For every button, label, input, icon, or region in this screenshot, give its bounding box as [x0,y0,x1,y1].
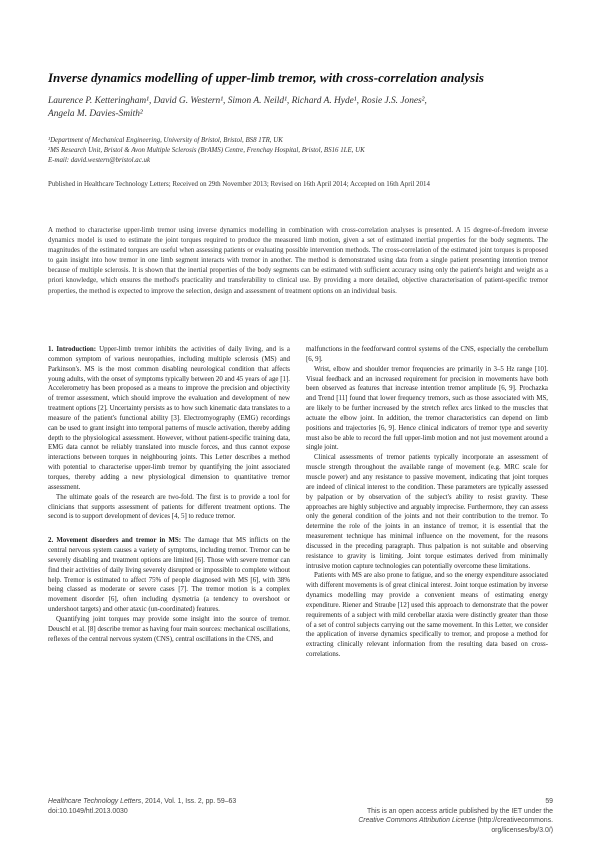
authors-line-2: Angela M. Davies-Smith² [48,109,143,119]
affiliation-2: ²MS Research Unit, Bristol & Avon Multiple Sclerosis (BrAMS) Centre, Frenchay Hospital, Bristol, BS16 1LE, UK [48,147,365,154]
page-number: 59 [545,798,553,805]
energy-expenditure-paragraph: Patients with MS are also prone to fatigue, and so the energy expenditure associated with different movements is of great clinical interest. Joint torque estimation by inverse dynamics modelling may provide a convenient means of estimating energy expenditure. Riener and Straube [12] used this approach to demonstrate that the power requirements of a subject with mild cerebellar ataxia were distinctly greater than those of a set of control subjects carrying out the same movement. In this Letter, we consider the application of inverse dynamics specifically to tremor, and propose a method for extracting clinically relevant information from the resulting data based on cross-correlations. [306,572,548,659]
license-name: Creative Commons Attribution License [358,817,476,824]
license-url-part-2[interactable]: org/licenses/by/3.0/) [491,826,553,834]
journal-name: Healthcare Technology Letters [48,798,142,805]
movement-disorders-text: The damage that MS inflicts on the central nervous system causes a variety of symptoms, including tremor. Tremor can be severely disabling and treatment options are limited [6]. Those with severe tremor can find their activities of daily living severely disrupted or impossible to complete without help. Tremor is estimated to affect 75% of people diagnosed with MS [6], with 38% being classed as moderate or severe cases [7]. The tremor motion is a complex movement disorder [6], often including dysmetria (a tendency to overshoot or undershoot targets) and other ataxic (un-coordinated) features. [48,537,290,614]
section-heading-movement-disorders: 2. Movement disorders and tremor in MS: [48,537,182,545]
affiliations [48,136,558,166]
movement-disorders-paragraph [48,536,290,615]
open-access-note: This is an open access article published by the IET under the [366,807,553,815]
doi-link[interactable]: doi:10.1049/htl.2013.0030 [48,807,128,815]
intro-paragraph-2: The ultimate goals of the research are two-fold. The first is to provide a tool for clinicians that supports assessment of patients for different treatment options. The second is to support development of devices [4, 5] to reduce tremor. [48,493,290,521]
section-heading-introduction: 1. Introduction: [48,346,97,353]
clinical-assessment-paragraph: Clinical assessments of tremor patients typically incorporate an assessment of muscle strength throughout the available range of movement (e.g. MRC scale for muscle power) and any resistance to passive movement, indicating that joint torques are indeed of clinical interest to the condition. These parameters are typically assessed by palpation or by observation of the subject's ability to resist gravity. These approaches are highly subjective and arguably imprecise. Furthermore, they can assess only the general condition of the joints and not their contribution to the tremor. To determine the role of the joints in an instance of tremor, it is essential that the measurement technique has minimal influence on the movement, for the reasons discussed in the preceding paragraph. Thus palpation is not suitable and observing resistance to gravity is limiting. Joint torque estimates derived from minimally intrusive motion capture technologies can potentially overcome these limitations. [306,454,548,570]
right-column [306,345,548,660]
affiliation-1: ¹Department of Mechanical Engineering, University of Bristol, Bristol, BS8 1TR, UK [48,137,283,144]
continued-paragraph: malfunctions in the feedforward control systems of the CNS, especially the cerebellum [6, 9]. [306,346,548,363]
volume-info: , 2014, Vol. 1, Iss. 2, pp. 59–63 [141,798,237,805]
movement-disorders-paragraph-2: Quantifying joint torques may provide some insight into the source of tremor. Deuschl et al. [8] describe tremor as having four main sources: mechanical oscillations, reflexes of the central nervous system (CNS), central oscillations in the CNS, and [48,615,290,643]
left-column [48,345,290,644]
contact-email[interactable]: E-mail: david.western@bristol.ac.uk [48,157,151,164]
license-line [358,816,553,826]
footer-citation [48,797,236,816]
tremor-frequency-paragraph: Wrist, elbow and shoulder tremor frequencies are primarily in 3–5 Hz range [10]. Visual feedback and an increased requirement for precision in movements have both been observed as features that increase intention tremor amplitude [6, 9]. Prochazka and Trend [11] found that lower frequency tremors, such as those associated with MS, are likely to be further increased by the stretch reflex arcs linked to the muscles that actuate the elbow joint. In addition, the tremor characteristics can depend on limb positions and trajectories [6, 9]. Hence clinical indicators of tremor type and severity must also be able to record the full upper-limb motion and not just movement around a single joint. [306,365,548,452]
abstract: A method to characterise upper-limb tremor using inverse dynamics modelling in combination with cross-correlation analyses is presented. A 15 degree-of-freedom inverse dynamics model is used to estimate the joint torques required to produce the measured limb motion, given a set of estimated inertial properties for the body segments. The magnitudes of the estimated torques are useful when assessing patients or evaluating possible intervention methods. The cross-correlation of the estimated joint torques is proposed to gain insight into how tremor in one limb segment interacts with tremor in another. The method is demonstrated using data from a single patient presenting intention tremor because of multiple sclerosis. It is shown that the inertial properties of the body segments can be estimated with sufficient accuracy using only the patient's height and weight as a priori knowledge, which ensures the method's practicality and transferability to clinical use. By providing a more detailed, objective characterisation of patient-specific tremor properties, the method is expected to improve the selection, design and assessment of treatment options on an individual basis. [48,227,548,295]
publication-history: Published in Healthcare Technology Letters; Received on 29th November 2013; Revised on 16th April 2014; Accepted on 16th April 2014 [48,181,430,188]
journal-info [48,797,236,807]
authors-line-1: Laurence P. Ketteringham¹, David G. Western¹, Simon A. Neild¹, Richard A. Hyde¹, Rosie J.S. Jones², [48,96,427,106]
intro-paragraph [48,345,290,493]
intro-text: Upper-limb tremor inhibits the activities of daily living, and is a common symptom of various neuropathies, including multiple sclerosis (MS) and Parkinson's. MS is the most common disabling neurological condition that affects young adults, with the onset of symptoms typically between 20 and 45 years of age [1]. Accelerometry has been proposed as a means to improve the precision and objectivity of tremor assessment, which should improve the evaluation and development of new treatment options [2]. Uncertainty persists as to how such kinematic data translates to a measure of the patient's functional ability [3]. Electromyography (EMG) recordings can be used to grant insight into temporal patterns of muscle activation, thereby adding depth to the physiological assessment. However, without patient-specific training data, EMG data cannot be reliably translated into muscle forces, and thus cannot expose interactions between torques in neighbouring joints. This Letter describes a method with potential to characterise upper-limb tremor by quantifying the joint associated torques, thereby adding a new physiological dimension to quantitative tremor assessment. [48,346,290,491]
footer-license [358,797,553,835]
license-url-part-1[interactable]: (http://creativecommons. [475,817,553,824]
author-list [48,95,558,121]
paper-title: Inverse dynamics modelling of upper-limb tremor, with cross-correlation analysis [48,70,484,85]
